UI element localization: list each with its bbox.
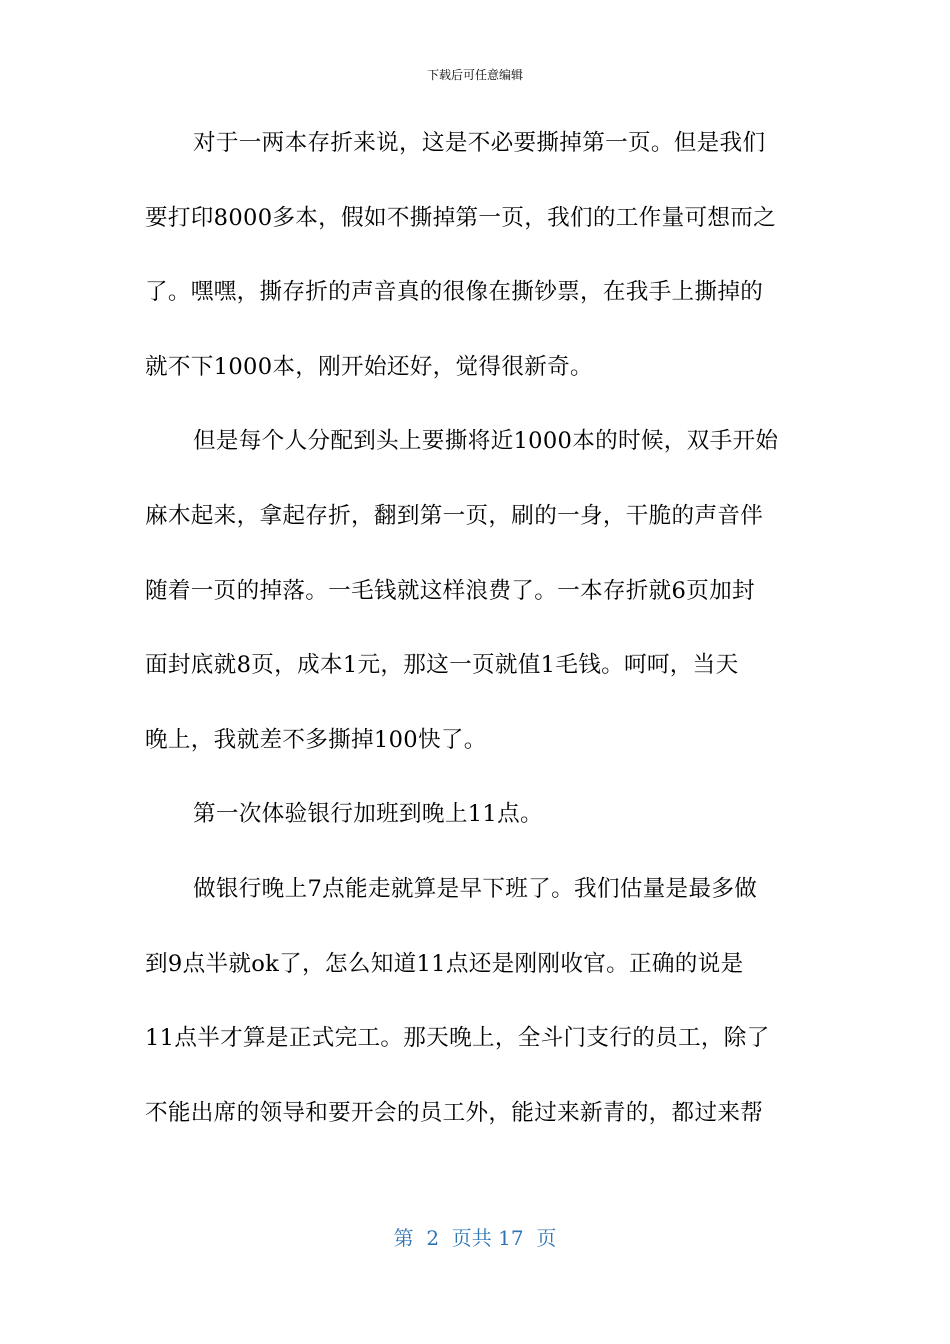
text-line: 但是每个人分配到头上要撕将近1000本的时候，双手开始 [193,428,779,455]
text-line: 晚上，我就差不多撕掉100快了。 [145,726,487,753]
text-line: 第一次体验银行加班到晚上11点。 [193,801,543,828]
page-header: 下载后可任意编辑 [426,68,523,82]
text-line: 了。嘿嘿，撕存折的声音真的很像在撕钞票，在我手上撕掉的 [145,279,764,306]
text-line: 麻木起来，拿起存折，翻到第一页，刷的一身，干脆的声音伴 [145,502,764,529]
text-line: 随着一页的掉落。一毛钱就这样浪费了。一本存折就6页加封 [145,577,755,604]
page-footer: 第 2 页共 17 页 [393,1226,557,1250]
text-line: 11点半才算是正式完工。那天晚上，全斗门支行的员工，除了 [145,1025,770,1052]
text-line: 面封底就8页，成本1元，那这一页就值1毛钱。呵呵，当天 [145,652,739,679]
text-line: 做银行晚上7点能走就算是早下班了。我们估量是最多做 [193,875,758,902]
text-line: 对于一两本存折来说，这是不必要撕掉第一页。但是我们 [193,130,766,156]
text-line: 到9点半就ok了，怎么知道11点还是刚刚收官。正确的说是 [145,950,744,977]
body-text [145,118,805,1162]
text-line: 不能出席的领导和要开会的员工外，能过来新青的，都过来帮 [145,1099,764,1126]
text-line: 就不下1000本，刚开始还好，觉得很新奇。 [145,353,593,380]
text-line: 要打印8000多本，假如不撕掉第一页，我们的工作量可想而之 [145,204,777,231]
